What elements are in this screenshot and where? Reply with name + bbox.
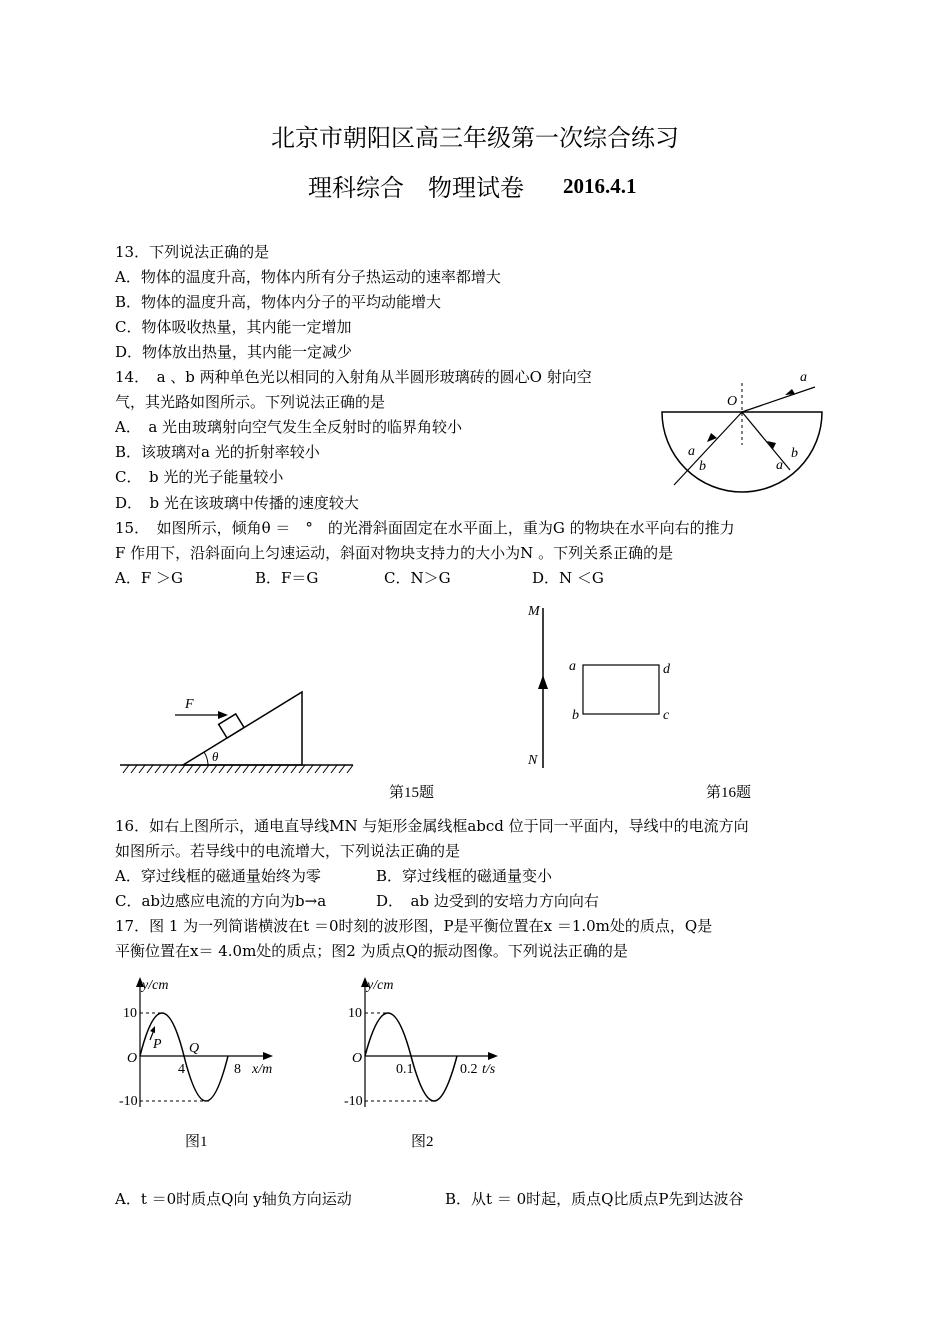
q15-option-a: A．F ＞G bbox=[115, 569, 183, 587]
fig17-2-xlabel: t/s bbox=[482, 1062, 496, 1077]
fig14-b-label-left: b bbox=[699, 459, 706, 474]
fig17-1-xlabel: x/m bbox=[252, 1062, 273, 1077]
question-14-cont: 气，其光路如图所示。下列说法正确的是 bbox=[115, 393, 386, 411]
question-13: 13．下列说法正确的是 bbox=[115, 243, 270, 261]
figure-14-semicircle-prism bbox=[660, 365, 830, 495]
fig17-2-yn10: -10 bbox=[344, 1094, 363, 1109]
fig17-1-origin: O bbox=[127, 1051, 138, 1066]
q15-option-d: D．N ＜G bbox=[532, 569, 604, 587]
page-title: 北京市朝阳区高三年级第一次综合练习 bbox=[271, 124, 679, 152]
fig15-caption: 第15题 bbox=[389, 785, 435, 801]
fig16-c-label: c bbox=[663, 708, 670, 723]
question-15: 15． 如图所示，倾角θ ＝ ° 的光滑斜面固定在水平面上，重为G 的物块在水平向右的推力 bbox=[115, 519, 735, 537]
fig15-theta-label: θ bbox=[212, 749, 219, 764]
q14-option-c: C． b 光的光子能量较小 bbox=[115, 468, 284, 486]
q14-option-a: A． a 光由玻璃射向空气发生全反射时的临界角较小 bbox=[115, 418, 463, 436]
figure-15-incline bbox=[115, 685, 355, 780]
fig17-1-y10: 10 bbox=[123, 1006, 137, 1021]
fig17-1-ylabel: y/cm bbox=[142, 978, 169, 993]
q13-option-d: D．物体放出热量，其内能一定减少 bbox=[115, 343, 353, 361]
question-16: 16．如右上图所示，通电直导线MN 与矩形金属线框abcd 位于同一平面内，导线中的电流方向 bbox=[115, 817, 749, 835]
question-15-cont: F 作用下，沿斜面向上匀速运动，斜面对物块支持力的大小为N 。下列关系正确的是 bbox=[115, 544, 674, 562]
fig17-1-yn10: -10 bbox=[119, 1094, 138, 1109]
fig17-1-q-label: Q bbox=[189, 1041, 200, 1056]
q16-option-a: A．穿过线框的磁通量始终为零 bbox=[115, 867, 321, 885]
question-16-cont: 如图所示。若导线中的电流增大，下列说法正确的是 bbox=[115, 842, 461, 860]
fig17-2-origin: O bbox=[352, 1051, 363, 1066]
fig15-force-label: F bbox=[185, 697, 194, 712]
fig16-n-label: N bbox=[528, 753, 538, 768]
fig14-a-label-right: a bbox=[776, 458, 783, 473]
fig16-d-label: d bbox=[663, 662, 670, 677]
page-subtitle: 理科综合 物理试卷 bbox=[308, 174, 524, 202]
fig17-2-caption: 图2 bbox=[411, 1134, 434, 1150]
q16-option-d: D． ab 边受到的安培力方向向右 bbox=[376, 892, 599, 910]
q13-option-a: A．物体的温度升高，物体内所有分子热运动的速率都增大 bbox=[115, 268, 501, 286]
figure-17-1-wave bbox=[110, 975, 290, 1115]
question-17-cont: 平衡位置在x＝ 4.0m处的质点；图2 为质点Q的振动图像。下列说法正确的是 bbox=[115, 942, 628, 960]
q16-option-c: C．ab边感应电流的方向为b→a bbox=[115, 892, 327, 910]
fig17-2-ylabel: y/cm bbox=[367, 978, 394, 993]
fig16-m-label: M bbox=[528, 604, 540, 619]
q13-option-c: C．物体吸收热量，其内能一定增加 bbox=[115, 318, 352, 336]
fig14-o-label: O bbox=[727, 394, 738, 409]
q14-option-b: B．该玻璃对a 光的折射率较小 bbox=[115, 443, 320, 461]
fig16-a-label: a bbox=[569, 659, 576, 674]
q16-option-b: B．穿过线框的磁通量变小 bbox=[376, 867, 553, 885]
fig17-2-t01: 0.1 bbox=[396, 1062, 414, 1077]
fig17-1-caption: 图1 bbox=[185, 1134, 208, 1150]
q17-option-a: A．t ＝0时质点Q向 y轴负方向运动 bbox=[115, 1190, 352, 1208]
fig17-2-y10: 10 bbox=[348, 1006, 362, 1021]
exam-date: 2016.4.1 bbox=[563, 174, 637, 198]
fig17-1-p-label: P bbox=[153, 1037, 162, 1052]
question-17: 17．图 1 为一列简谐横波在t ＝0时刻的波形图，P是平衡位置在x ＝1.0m处的质点，Q是 bbox=[115, 917, 713, 935]
fig16-caption: 第16题 bbox=[706, 785, 752, 801]
figure-17-2-vibration bbox=[333, 975, 513, 1115]
q17-option-b: B．从t ＝ 0时起，质点Q比质点P先到达波谷 bbox=[445, 1190, 744, 1208]
fig14-b-label-right: b bbox=[791, 446, 798, 461]
fig17-2-t02: 0.2 bbox=[460, 1062, 478, 1077]
fig14-a-label-top: a bbox=[800, 370, 807, 385]
q14-option-d: D． b 光在该玻璃中传播的速度较大 bbox=[115, 494, 359, 512]
fig14-a-label-left: a bbox=[688, 444, 695, 459]
fig17-1-x8: 8 bbox=[234, 1062, 241, 1077]
figure-16-wire-loop bbox=[520, 598, 685, 773]
q15-option-b: B．F＝G bbox=[255, 569, 319, 587]
question-14: 14． a 、b 两种单色光以相同的入射角从半圆形玻璃砖的圆心O 射向空 bbox=[115, 368, 592, 386]
q15-option-c: C．N＞G bbox=[384, 569, 451, 587]
fig16-b-label: b bbox=[572, 708, 579, 723]
fig17-1-x4: 4 bbox=[178, 1062, 185, 1077]
q13-option-b: B．物体的温度升高，物体内分子的平均动能增大 bbox=[115, 293, 442, 311]
